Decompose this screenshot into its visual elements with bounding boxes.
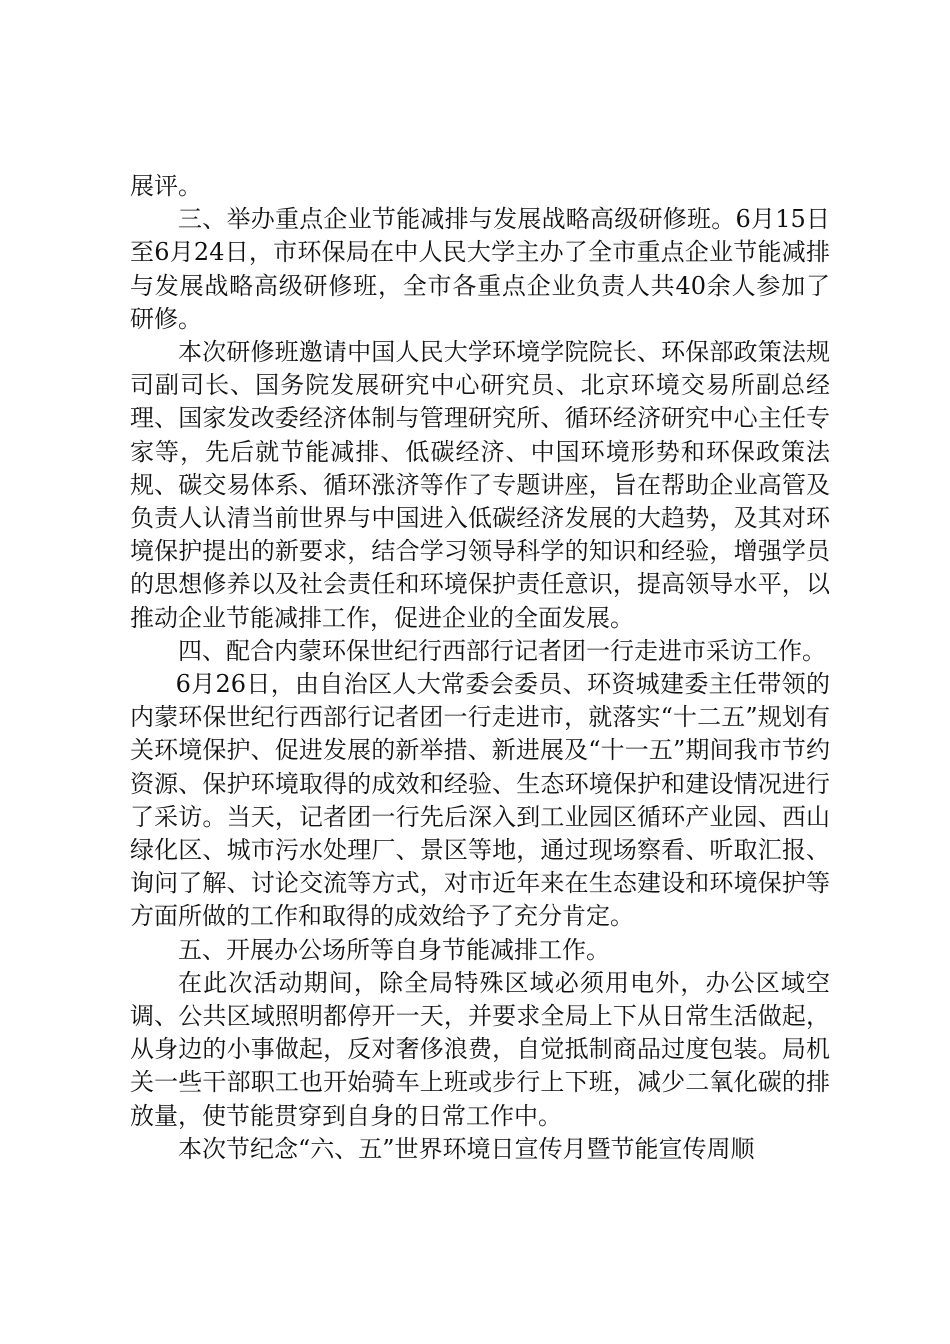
paragraph-training-details: 本次研修班邀请中国人民大学环境学院院长、环保部政策法规司副司长、国务院发展研究中心研究员、北京环境交易所副总经理、国家发改委经济体制与管理研究所、循环经济研究中心主任专家等，先后就节能减排、低碳经济、中国环境形势和环保政策法规、碳交易体系、循环涨济等作了专题讲座，旨在帮助企业高管及负责人认清当前世界与中国进入低碳经济发展的大趋势，及其对环境保护提出的新要求，结合学习领导科学的知识和经验，增强学员的思想修养以及社会责任和环境保护责任意识，提高领导水平，以推动企业节能减排工作，促进企业的全面发展。 [130,338,830,632]
paragraph-section-four: 四、配合内蒙环保世纪行西部行记者团一行走进市采访工作。 [178,636,826,665]
document-body [130,170,830,1166]
paragraph-section-five: 五、开展办公场所等自身节能减排工作。 [178,935,610,964]
paragraph-section-three: 三、举办重点企业节能减排与发展战略高级研修班。6月15日至6月24日，市环保局在中人民大学主办了全市重点企业节能减排与发展战略高级研修班，全市各重点企业负责人共40余人参加了研修。 [130,205,830,333]
paragraph-continuation: 展评。 [130,172,202,200]
paragraph-office-energy: 在此次活动期间，除全局特殊区域必须用电外，办公区域空调、公共区域照明都停开一天，并要求全局上下从日常生活做起，从身边的小事做起，反对奢侈浪费，自觉抵制商品过度包装。局机关一些干部职工也开始骑车上班或步行上下班，减少二氧化碳的排放量，使节能贯穿到自身的日常工作中。 [130,968,830,1130]
paragraph-summary-start: 本次节纪念“六、五”世界环境日宣传月暨节能宣传周顺 [178,1134,755,1163]
paragraph-interview-details: 6月26日，由自治区人大常委会委员、环资城建委主任带领的内蒙环保世纪行西部行记者团一行走进市，就落实“十二五”规划有关环境保护、促进发展的新举措、新进展及“十一五”期间我市节约资源、保护环境取得的成效和经验、生态环境保护和建设情况进行了采访。当天，记者团一行先后深入到工业园区循环产业园、西山绿化区、城市污水处理厂、景区等地，通过现场察看、听取汇报、询问了解、讨论交流等方式，对市近年来在生态建设和环境保护等方面所做的工作和取得的成效给予了充分肯定。 [130,670,830,931]
